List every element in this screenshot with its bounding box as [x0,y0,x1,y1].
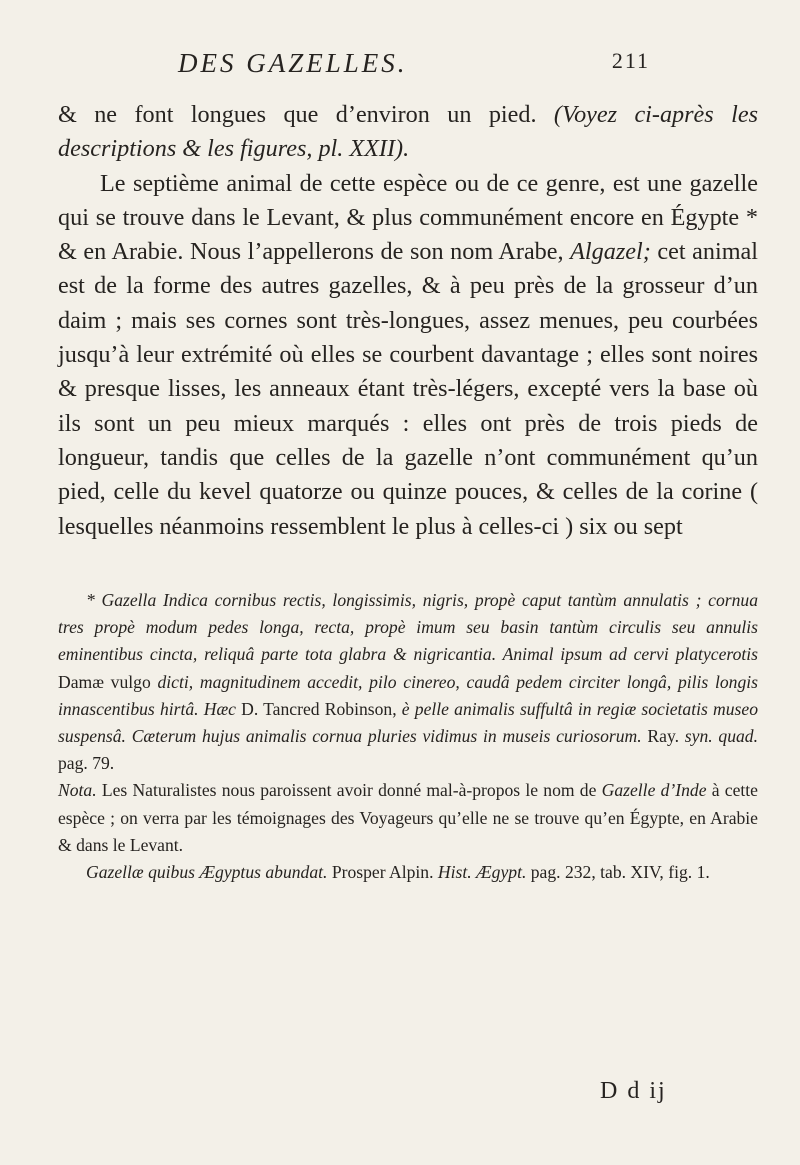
page-number: 211 [611,48,650,73]
paragraph-algazel [58,167,758,544]
paragraph-2-text-start: Le septième animal de cette espèce ou de ce genre, est une gazelle qui se trouve dans le Levant, & plus communément encore en Égypte * & en Arabie. Nous l’appellerons de son nom Arabe, [58,169,758,266]
footnote-alpin-work: Hist. Ægypt. [437,862,527,883]
footnote-nota-text-end: à cette espèce ; on verra par les témoignages des Voyageurs qu’elle ne se trouve qu’en Égypte, en Arabie & dans le Levant. [58,780,758,855]
footnote-ray-robinson: D. Tancred Robinson, [236,698,402,719]
footnote-nota-text: Les Naturalistes nous paroissent avoir donné mal-à-propos le nom de [96,780,602,801]
footnotes [58,587,758,886]
paragraph-continuation [58,98,758,167]
footnote-ray-work: syn. quad. [684,726,759,747]
algazel-name: Algazel; [570,238,651,266]
running-title: DES GAZELLES. [178,48,408,78]
footnote-ray-latin-3: è pelle animalis suffultâ in regiæ societatis museo suspensâ. Cæterum hujus animalis cornua pluries vidimus in museis curiosorum. [58,698,758,747]
main-text [58,98,758,544]
footnote-ray-latin-1: * Gazella Indica cornibus rectis, longissimis, nigris, propè caput tantùm annulatis ; cornua tres propè modum pedes longa, recta, propè imum seu basin tantùm circulis seu annulis eminentibus cincta, reliquâ parte tota glabra & nigricantia. Animal ipsum ad cervi platycerotis [58,590,758,665]
footnote-alpin-page: pag. 232, tab. XIV, fig. 1. [526,862,710,883]
footnote-ray-page: pag. 79. [58,753,115,774]
footnote-alpin [58,859,758,886]
page-header [168,44,650,88]
footnote-ray-author: Ray. [641,726,685,747]
footnote-ray-latin-2: dicti, magnitudinem accedit, pilo cinereo, caudâ pedem circiter longâ, pilis longis innascentibus hirtâ. Hæc [58,671,758,719]
signature-mark: D d ij [600,1078,667,1104]
paragraph-2-text-rest: cet animal est de la forme des autres gazelles, & à peu près de la grosseur d’un daim ; mais ses cornes sont très-longues, assez menues, peu courbées jusqu’à leur extrémité où elles se courbent davantage ; elles sont noires & presque lisses, les anneaux étant très-légers, excepté vers la base où ils sont un peu mieux marqués : elles ont près de trois pieds de longueur, tandis que celles de la gazelle n’ont communément qu’un pied, celle du kevel quatorze ou quinze pouces, & celles de la corine ( lesquelles néanmoins ressemblent le plus à celles-ci ) six ou sept [58,238,758,540]
footnote-alpin-author: Prosper Alpin. [327,862,438,883]
figure-reference: (Voyez ci-après les descriptions & les figures, pl. XXII). [58,101,758,163]
footnote-ray-damae: Damæ vulgo [58,671,158,692]
footnote-nota [58,777,758,859]
footnote-nota-name: Gazelle d’Inde [601,780,707,801]
footnote-alpin-latin: Gazellæ quibus Ægyptus abundat. [86,862,328,883]
footnote-nota-label: Nota. [58,780,97,801]
footnote-ray [58,587,758,777]
paragraph-1-text: & ne font longues que d’environ un pied. [58,101,554,128]
